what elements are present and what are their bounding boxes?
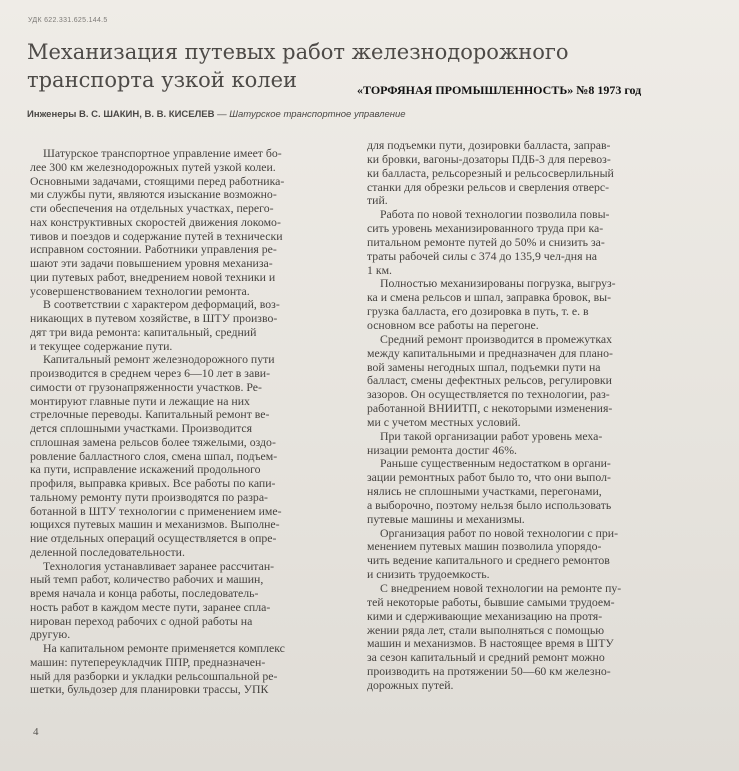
left-text-column [30, 147, 350, 697]
text-line: тивов и поездов и содержание путей в технически [30, 228, 283, 243]
text-line: между капитальными и предназначен для плано- [367, 345, 613, 360]
text-line: 1 км. [367, 262, 392, 277]
text-line: зазоров. Он осуществляется по технологии, раз- [367, 387, 610, 402]
journal-stamp: «ТОРФЯНАЯ ПРОМЫШЛЕННОСТЬ» №8 1973 год [357, 83, 642, 97]
text-line: ность работ в каждом месте пути, заранее спла- [30, 599, 271, 614]
text-line: ный темп работ, количество рабочих и машин, [30, 572, 264, 587]
text-line: низации ремонта достиг 46%. [367, 442, 517, 457]
text-line: менением путевых машин позволила упорядо- [367, 539, 602, 554]
text-line: работанной ВНИИТП, с некоторыми изменения- [367, 401, 613, 416]
text-line: Организация работ по новой технологии с при- [380, 525, 619, 540]
text-line: кими и сдерживающие механизацию на протя- [367, 608, 603, 623]
text-line: ции путевых работ, внедрением новой техники и [30, 269, 276, 284]
text-line: С внедрением новой технологии на ремонте пу- [380, 581, 622, 595]
text-line: сти обеспечения на отдельных участках, перего- [30, 201, 274, 215]
text-line: ние отдельных операций осуществляется в опре- [30, 531, 277, 545]
text-line: чить ведение капитального и среднего ремонтов [367, 553, 610, 568]
text-line: никающих в путевом хозяйстве, в ШТУ произво- [30, 311, 278, 325]
text-line: производится в среднем через 6—10 лет в зави- [30, 366, 271, 380]
text-line: дорожных путей. [367, 677, 454, 692]
text-line: вой замены негодных шпал, подъемки пути на [367, 359, 601, 374]
text-line: за сезон капитальный и средний ремонт можно [367, 650, 605, 665]
text-line: машин и механизмов. В настоящее время в ШТУ [367, 636, 614, 651]
text-line: ки балласта, рельсорезный и рельсосверлильный [367, 165, 614, 180]
text-line: стрелочные переводы. Капитальный ремонт ве- [30, 407, 270, 422]
text-line: ный для разборки и укладки рельсошпальной ре- [30, 668, 278, 683]
text-line: производить на протяжении 50—60 км железно- [367, 664, 611, 679]
udk-code: УДК 622.331.625.144.5 [28, 17, 108, 24]
author-affiliation: — Шатурское транспортное управление [214, 109, 406, 120]
text-line: тей некоторые работы, бывшие самыми трудоем- [367, 594, 615, 609]
authors-line [27, 109, 406, 120]
text-line: другую. [30, 627, 71, 642]
text-line: питальном ремонте путей до 50% и снизить за- [367, 234, 605, 249]
text-line: усовершенствованием технологии ремонта. [30, 283, 250, 298]
text-line: Полностью механизированы погрузка, выгруз- [380, 276, 616, 291]
text-line: ботанной в ШТУ технологии с применением име- [30, 503, 282, 518]
text-line: нялись не сплошными участками, перегонами, [367, 484, 602, 499]
text-line: машин: путепереукладчик ППР, предназначен- [30, 654, 266, 669]
author-names: Инженеры В. С. ШАКИН, В. В. КИСЕЛЕВ [27, 109, 215, 120]
text-line: При такой организации работ уровень меха- [380, 428, 603, 443]
text-line: тий. [367, 193, 388, 208]
text-line: деленной последовательности. [30, 544, 185, 559]
text-line: На капитальном ремонте применяется комплекс [43, 641, 285, 655]
text-line: нирован переход рабочих с одной работы на [30, 613, 253, 628]
text-line: симости от грузонапряженности участков. Ре- [30, 379, 262, 394]
text-line: дят три вида ремонта: капитальный, средний [30, 324, 257, 339]
title-line-2: транспорта узкой колеи [27, 68, 298, 92]
text-line: Капитальный ремонт железнодорожного пути [43, 352, 275, 367]
text-line: балласт, смены дефектных рельсов, регулировки [367, 373, 612, 388]
text-line: траты рабочей силы с 374 до 135,9 чел-дня на [367, 248, 598, 263]
title-line-1: Механизация путевых работ железнодорожного [27, 40, 569, 64]
text-line: В соответствии с характером деформаций, воз- [43, 297, 280, 312]
text-line: время начала и конца работы, последователь- [30, 586, 259, 600]
text-line: тальному ремонту пути производятся по разра- [30, 489, 268, 504]
text-line: Работа по новой технологии позволила повы- [380, 207, 610, 222]
text-line: ровление балластного слоя, смена шпал, подъем- [30, 448, 278, 463]
text-line: и снизить трудоемкость. [367, 567, 490, 582]
text-line: нах конструктивных скоростей движения локомо- [30, 214, 281, 229]
text-line: профиля, выправка кривых. Все работы по капи- [30, 476, 276, 490]
text-line: ка и смена рельсов и шпал, заправка бровок, вы- [367, 290, 612, 305]
text-line: для подъемки пути, дозировки балласта, заправ- [367, 138, 611, 152]
text-line: зации ремонтных работ было то, что они выпол- [367, 470, 611, 485]
text-line: исправном состоянии. Работники управления ре- [30, 242, 277, 257]
text-line: монтируют главные пути и лежащие на них [30, 393, 250, 408]
text-line: станки для обрезки рельсов и сверления отверс- [367, 179, 610, 194]
text-line: путевые машины и механизмы. [367, 511, 525, 526]
page-number: 4 [33, 726, 39, 738]
text-line: ми службы пути, являются изыскание возможно- [30, 187, 277, 202]
text-line: дется сплошными участками. Производится [30, 421, 253, 435]
text-line: жении ряда лет, стали выполняться с помощью [367, 622, 605, 637]
text-line: Технология устанавливает заранее рассчитан- [43, 558, 275, 573]
text-line: Шатурское транспортное управление имеет бо- [43, 146, 282, 160]
text-line: ми с учетом местных условий. [367, 414, 521, 429]
text-line: Раньше существенным недостатком в органи- [380, 456, 611, 471]
text-line: сить уровень механизированного труда при ка- [367, 221, 604, 236]
text-line: лее 300 км железнодорожных путей узкой колеи. [30, 159, 276, 174]
text-line: сплошная замена рельсов более тяжелыми, оздо- [30, 434, 276, 449]
text-line: а выборочно, поэтому нельзя было использовать [367, 497, 612, 512]
text-line: Средний ремонт производится в промежутках [380, 331, 613, 346]
text-line: и текущее содержание пути. [30, 338, 173, 353]
text-line: шают эти задачи повышением уровня механиза- [30, 256, 273, 270]
text-line: ка пути, исправление искажений продольного [30, 462, 261, 477]
right-text-column [367, 139, 703, 693]
text-line: грузка балласта, его дозировка в путь, т. е. в [367, 304, 589, 319]
text-line: основном все работы на перегоне. [367, 317, 539, 332]
text-line: ки бровки, вагоны-дозаторы ПДБ-3 для перевоз- [367, 151, 611, 166]
text-line: Основными задачами, стоящими перед работника- [30, 173, 285, 188]
text-line: ющихся путевых машин и механизмов. Выполне- [30, 517, 280, 532]
text-line: шетки, бульдозер для планировки трассы, УПК [30, 682, 269, 697]
